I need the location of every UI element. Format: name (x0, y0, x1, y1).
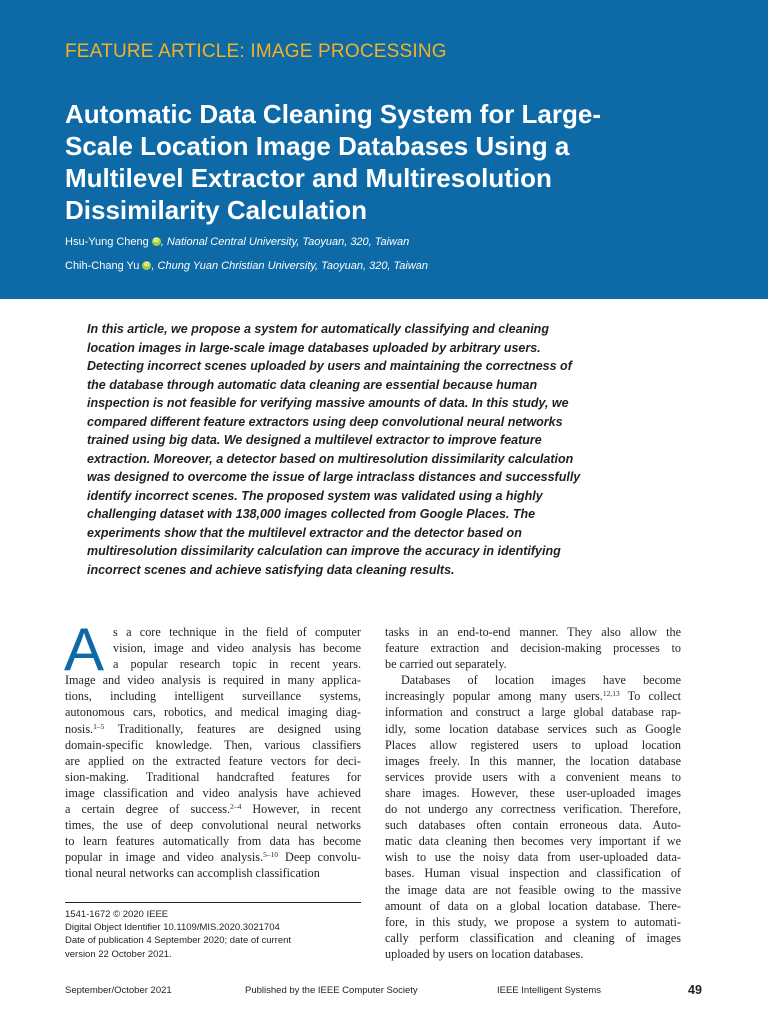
footnote-line: 1541-1672 © 2020 IEEE (65, 909, 169, 920)
section-kicker: FEATURE ARTICLE: IMAGE PROCESSING (65, 41, 447, 62)
body-line (65, 672, 361, 688)
abstract-line: identify incorrect scenes. The proposed system was validated using a highly (87, 488, 543, 503)
body-line (65, 640, 361, 656)
body-line (65, 817, 361, 833)
body-text: images freely. In this manner, the location database (385, 753, 681, 768)
orcid-icon[interactable]: iD (153, 238, 160, 244)
abstract-line: was designed to overcome the issue of large intraclass distances and successfully (87, 470, 581, 484)
abstract-line: trained using big data. We designed a multilevel extractor to improve feature (87, 433, 542, 447)
body-text: sion-making. Traditional handcrafted features for (65, 769, 361, 784)
body-line (385, 737, 681, 753)
abstract-line: multiresolution dissimilarity calculation can improve the accuracy in identifying (87, 544, 561, 558)
body-line (385, 849, 681, 865)
body-text: a popular research topic in recent years. (113, 657, 361, 672)
body-line (385, 946, 681, 962)
author-affiliation: , National Central University, Taoyuan, 320, Taiwan (160, 236, 410, 248)
body-line (385, 640, 681, 656)
citation-ref[interactable]: 12,13 (602, 689, 620, 699)
abstract-line: In this article, we propose a system for automatically classifying and cleaning (87, 322, 549, 336)
body-text: tions, including intelligent surveillance systems, (65, 689, 361, 704)
body-line (385, 817, 681, 833)
footer-publisher: Published by the IEEE Computer Society (245, 985, 418, 996)
body-line (385, 898, 681, 914)
title-line: Automatic Data Cleaning System for Large- (65, 99, 601, 129)
footnote-line: Date of publication 4 September 2020; date of current (65, 935, 292, 947)
body-text: Databases of location images have become (401, 673, 681, 688)
body-line (385, 672, 681, 688)
abstract-line: Detecting incorrect scenes uploaded by users and maintaining the correctness of (87, 359, 572, 373)
body-text: vision, image and video analysis has become (113, 641, 361, 656)
body-line (385, 865, 681, 881)
author-name: Hsu-Yung Cheng (65, 236, 149, 248)
body-text: times, the use of deep convolutional neural networks (65, 818, 361, 833)
footnote-line: version 22 October 2021. (65, 948, 172, 960)
body-text: a certain degree of success. (65, 802, 231, 817)
abstract-line: extraction. Moreover, a detector based on multiresolution dissimilarity calculation (87, 451, 574, 466)
body-line (65, 785, 361, 801)
body-text: fore, in this study, we propose a system to automati- (385, 914, 681, 929)
abstract-line: location images in large-scale image databases uploaded by arbitrary users. (87, 340, 541, 355)
body-column-right (385, 624, 681, 962)
body-line (65, 753, 361, 769)
footnote-line: Digital Object Identifier 10.1109/MIS.2020.3021704 (65, 922, 280, 934)
body-line (65, 865, 361, 881)
body-line (385, 769, 681, 785)
title-line: Scale Location Image Databases Using a (65, 131, 570, 161)
abstract-line: the database through automatic data cleaning are essential because human (87, 377, 538, 392)
body-text: image classification and video analysis have achieved (65, 785, 361, 800)
body-line (385, 688, 681, 704)
body-line (65, 721, 361, 737)
title-line: Multilevel Extractor and Multiresolution (65, 163, 552, 193)
body-text: increasingly popular among many users. (385, 689, 603, 704)
footer-journal: IEEE Intelligent Systems (497, 985, 602, 996)
drop-cap: A (64, 616, 105, 683)
citation-ref[interactable]: 1–5 (93, 721, 105, 731)
abstract-line: challenging dataset with 138,000 images collected from Google Places. The (87, 507, 536, 521)
body-line (65, 704, 361, 720)
footnote-divider (65, 902, 361, 903)
body-text: To collect (619, 689, 681, 704)
body-text: Image and video analysis is required in many applica- (65, 673, 361, 688)
body-line (385, 704, 681, 720)
abstract-line: experiments show that the multilevel extractor and the detector based on (87, 525, 522, 540)
body-text: to learn features automatically from data has become (65, 834, 361, 849)
body-text: autonomous cars, robotics, and medical imaging diag- (65, 705, 361, 720)
article-title (65, 98, 705, 226)
body-text: nosis. (65, 721, 94, 736)
body-text: idly, some location database services such as Google (385, 721, 681, 736)
body-text: services provide users with a convenient means to (385, 769, 681, 784)
body-text: such databases often contain erroneous data. Auto- (385, 818, 681, 833)
body-line (385, 753, 681, 769)
body-line (385, 882, 681, 898)
body-line (385, 833, 681, 849)
title-line: Dissimilarity Calculation (65, 195, 367, 225)
body-text: Deep convolu- (278, 850, 361, 865)
abstract-line: compared different feature extractors using deep convolutional neural networks (87, 414, 563, 429)
body-line (65, 833, 361, 849)
body-line (385, 656, 681, 672)
body-text: popular in image and video analysis. (65, 850, 264, 865)
body-line (65, 769, 361, 785)
body-text: tasks in an end-to-end manner. They also allow the (385, 625, 681, 639)
body-text: Traditionally, features are designed using (104, 721, 361, 736)
body-line (65, 656, 361, 672)
author-line (65, 260, 428, 272)
body-text: bases. Human visual inspection and classification of (385, 866, 681, 881)
body-line (385, 624, 681, 640)
orcid-icon[interactable]: iD (144, 262, 150, 268)
body-line (385, 914, 681, 930)
body-text: However, in recent (241, 802, 361, 817)
body-text: cally perform classification and cleaning of images (385, 930, 681, 945)
body-line (385, 721, 681, 737)
body-text: feature extraction and decision-making processes to (385, 641, 681, 656)
citation-ref[interactable]: 2–4 (230, 802, 242, 812)
body-line (385, 785, 681, 801)
body-line (65, 801, 361, 817)
body-text: Places allow registered users to upload location (385, 737, 681, 752)
footnote (65, 908, 361, 961)
body-text: matic data cleaning then becomes very important if we (385, 834, 681, 849)
citation-ref[interactable]: 5–10 (263, 850, 279, 860)
body-line (65, 624, 361, 640)
body-line (385, 801, 681, 817)
body-text: uploaded by users on location databases. (385, 946, 584, 961)
abstract-line: incorrect scenes and achieve satisfying data cleaning results. (87, 562, 455, 577)
body-text: s a core technique in the field of computer (113, 625, 361, 639)
abstract-line: inspection is not feasible for verifying massive amounts of data. In this study, we (87, 396, 569, 410)
body-text: tional neural networks can accomplish classification (65, 866, 320, 881)
body-line (65, 737, 361, 753)
footer-date: September/October 2021 (65, 985, 172, 996)
body-text: do not undergo any correctness verification. Therefore, (385, 802, 681, 817)
body-column-left (65, 624, 361, 882)
abstract (87, 320, 697, 579)
body-line (65, 688, 361, 704)
author-name: Chih-Chang Yu (65, 260, 140, 272)
body-line (65, 849, 361, 865)
body-text: information and construct a large global database rap- (385, 705, 681, 720)
body-text: the image data are not feasible owing to the massive (385, 882, 681, 897)
page-number: 49 (688, 983, 702, 997)
body-text: wish to use the noisy data from user-uploaded data- (385, 850, 681, 865)
author-line (65, 236, 409, 248)
body-text: domain-specific knowledge. Then, various classifiers (65, 737, 361, 752)
body-text: amount of data on a global location database. There- (385, 898, 681, 913)
body-text: share images. However, these user-uploaded images (385, 785, 681, 800)
body-text: are applied on the extracted feature vectors for deci- (65, 753, 361, 768)
author-affiliation: , Chung Yuan Christian University, Taoyuan, 320, Taiwan (151, 260, 428, 272)
body-text: be carried out separately. (385, 657, 507, 672)
body-line (385, 930, 681, 946)
